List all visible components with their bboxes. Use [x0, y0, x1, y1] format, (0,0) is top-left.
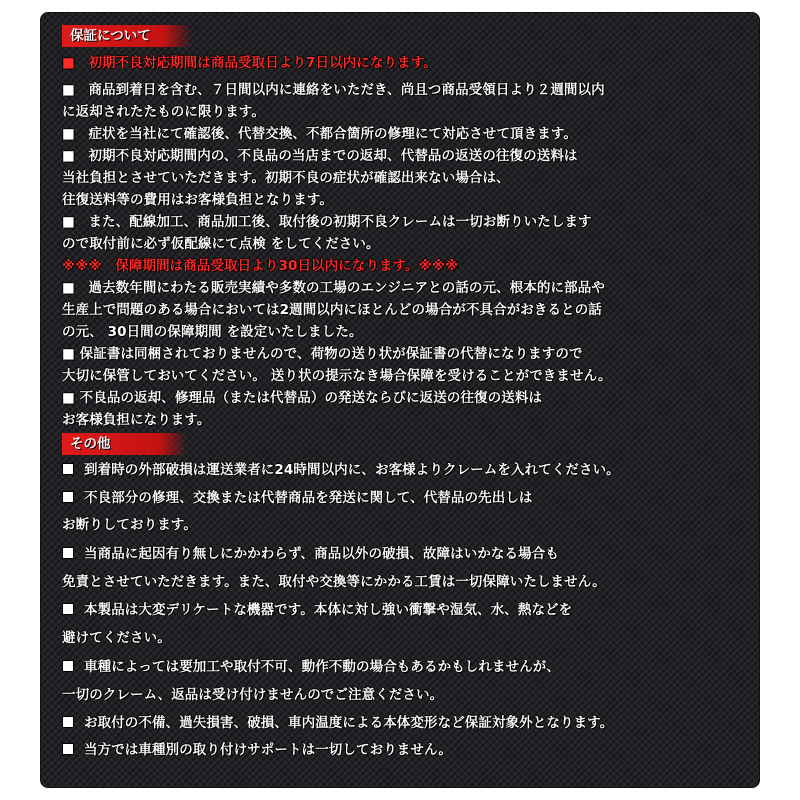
- warranty-line-17: お客様負担になります。: [62, 412, 211, 428]
- warranty-line-10: ※※※ 保障期間は商品受取日より30日以内になります。※※※: [62, 258, 459, 274]
- warranty-line-1: ■ 初期不良対応期間は商品受取日より7日以内になります。: [62, 55, 437, 71]
- bullet-square-icon: [62, 603, 74, 615]
- bullet-square-icon: [62, 463, 74, 475]
- warranty-line-15: 大切に保管しておいてください。 送り状の提示なき場合保障を受けることができません。: [62, 368, 612, 384]
- other-line-8: 車種によっては要加工や取付不可、動作不動の場合もあるかもしれませんが、: [62, 658, 560, 676]
- warranty-line-4: ■ 症状を当社にて確認後、代替交換、不都合箇所の修理にて対応させて頂きます。: [62, 126, 577, 142]
- warranty-section-header: 保証について: [62, 25, 192, 47]
- warranty-line-14: ■ 保証書は同梱されておりませんので、荷物の送り状が保証書の代替になりますので: [62, 346, 583, 362]
- warranty-line-2: ■ 商品到着日を含む、７日間以内に連絡をいただき、尚且つ商品受領日より２週間以内: [62, 82, 605, 98]
- warranty-line-5: ■ 初期不良対応期間内の、不良品の当店までの返却、代替品の返送の往復の送料は: [62, 148, 578, 164]
- other-line-2: 不良部分の修理、交換または代替商品を発送に関して、代替品の先出しは: [62, 489, 533, 507]
- bullet-square-icon: [62, 547, 74, 559]
- other-line-1: 到着時の外部破損は運送業者に24時間以内に、お客様よりクレームを入れてください。: [62, 461, 620, 479]
- warranty-line-8: ■ また、配線加工、商品加工後、取付後の初期不良クレームは一切お断りいたします: [62, 214, 592, 230]
- warranty-line-13: の元、 30日間の保障期間 を設定いたしました。: [62, 324, 363, 340]
- bullet-square-icon: [62, 743, 74, 755]
- warranty-line-16: ■ 不良品の返却、修理品（または代替品）の発送ならびに返送の往復の送料は: [62, 390, 543, 406]
- warranty-line-12: 生産上で問題のある場合においては2週間以内にほとんどの場合が不具合がおきるとの話: [62, 302, 602, 318]
- other-line-4: 当商品に起因有り無しにかかわらず、商品以外の破損、故障はいかなる場合も: [62, 545, 559, 563]
- other-line-5: 免責とさせていただきます。また、取付や交換等にかかる工賃は一切保障いたしません。: [62, 574, 606, 590]
- bullet-square-icon: [62, 716, 74, 728]
- bullet-square-icon: [62, 491, 74, 503]
- other-line-3: お断りしております。: [62, 517, 197, 533]
- other-section-header: その他: [62, 433, 187, 455]
- bullet-square-icon: [62, 660, 74, 672]
- warranty-line-9: ので取付前に必ず仮配線にて点検 をしてください。: [62, 236, 380, 252]
- other-line-6: 本製品は大変デリケートな機器です。本体に対し強い衝撃や湿気、水、熱などを: [62, 601, 572, 619]
- warranty-line-7: 往復送料等の費用はお客様負担となります。: [62, 192, 333, 208]
- other-line-9: 一切のクレーム、返品は受け付けませんのでご注意ください。: [62, 687, 444, 703]
- other-line-11: 当方では車種別の取り付けサポートは一切しておりません。: [62, 741, 452, 759]
- warranty-line-6: 当社負担とさせていただきます。初期不良の症状が確認出来ない場合は、: [62, 170, 510, 186]
- warranty-line-11: ■ 過去数年間にわたる販売実績や多数の工場のエンジニアとの話の元、根本的に部品や: [62, 280, 605, 296]
- other-line-10: お取付の不備、過失損害、破損、車内温度による本体変形など保証対象外となります。: [62, 714, 613, 732]
- other-line-7: 避けてください。: [62, 630, 171, 646]
- warranty-line-3: に返却されたたものに限ります。: [62, 104, 265, 120]
